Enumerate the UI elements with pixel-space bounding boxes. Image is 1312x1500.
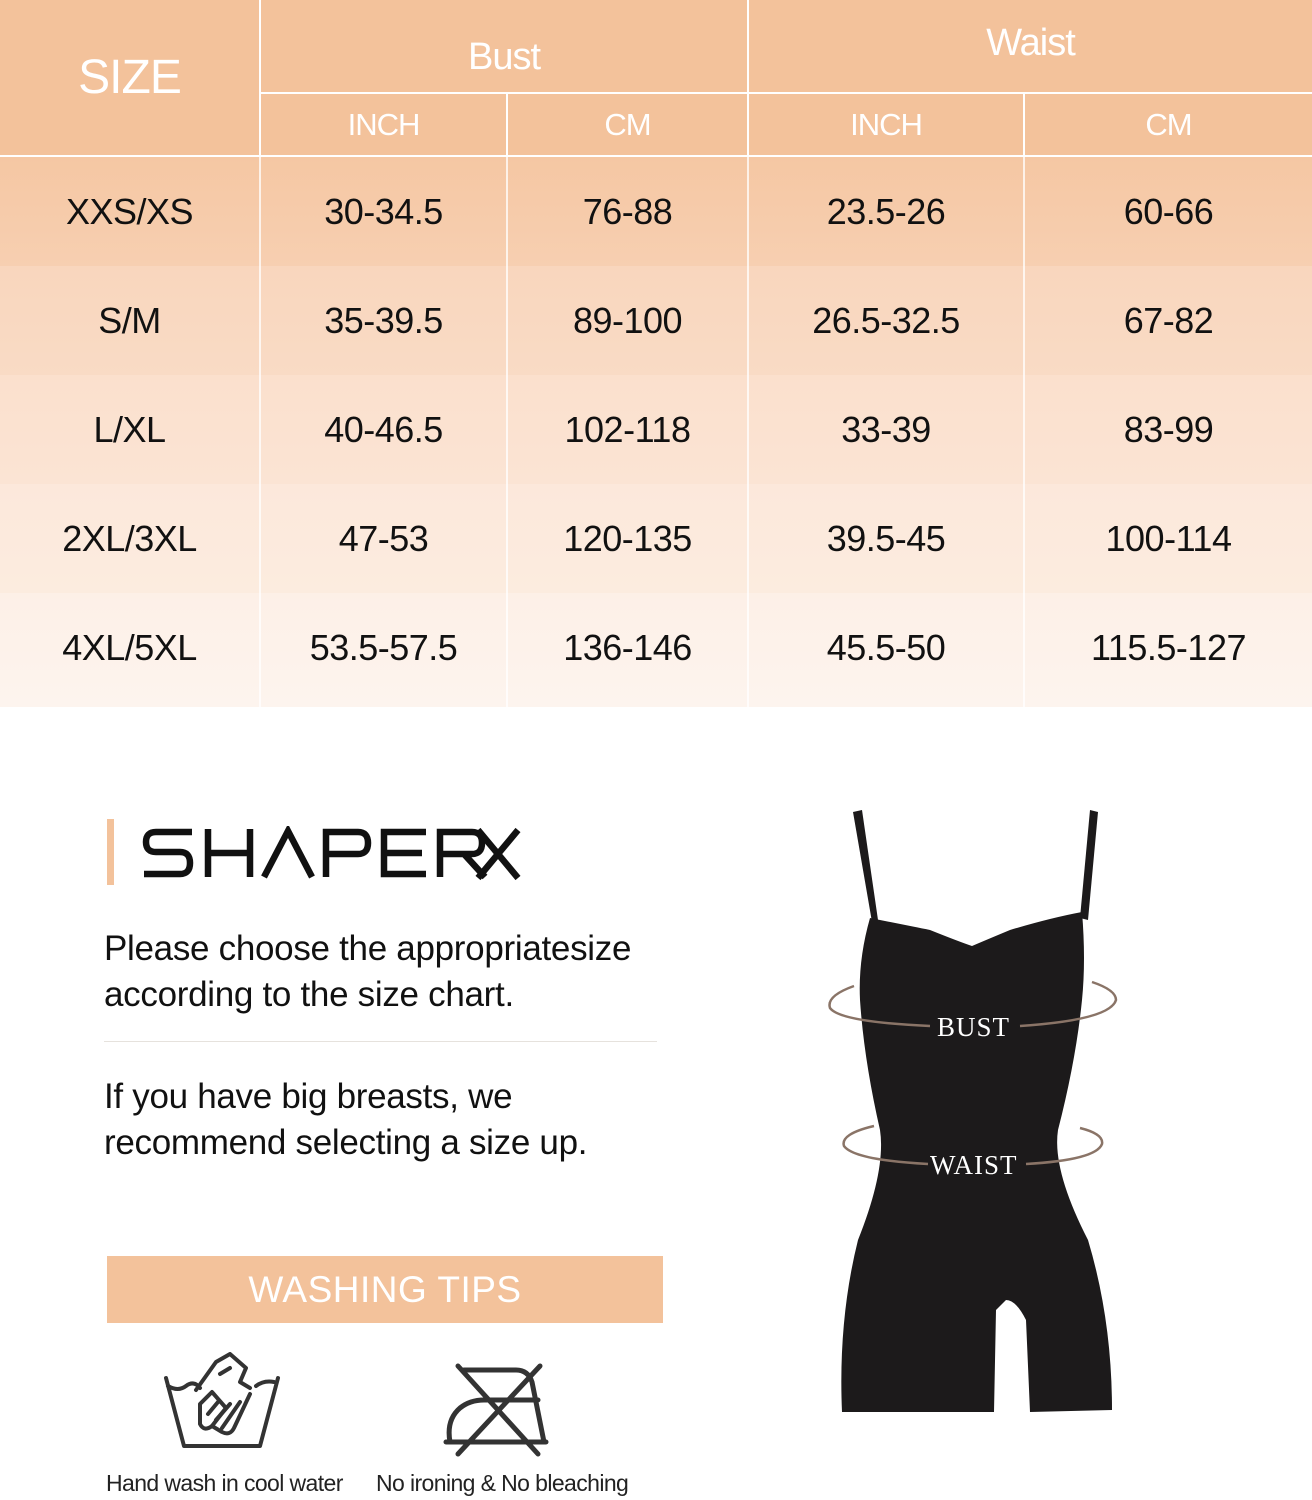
waist-group-header: Waist: [749, 0, 1312, 92]
waist-cm-cell: 100-114: [1105, 517, 1232, 559]
no-iron-icon: [440, 1360, 554, 1458]
row-divider: [261, 92, 1312, 94]
bust-group-header: Bust: [261, 0, 747, 92]
waist-cm-header: CM: [1025, 94, 1312, 155]
waist-inch-cell: 23.5-26: [826, 190, 946, 232]
hand-wash-icon: [160, 1352, 284, 1454]
column-divider: [506, 94, 508, 707]
size-chart-table: [0, 0, 1312, 707]
size-advice-line-2: according to the size chart.: [104, 975, 514, 1014]
bust-inch-cell: 47-53: [338, 517, 429, 559]
bust-inch-cell: 35-39.5: [324, 299, 443, 341]
bust-cm-cell: 76-88: [582, 190, 673, 232]
bust-cm-cell: 136-146: [563, 626, 692, 668]
table-row: [0, 484, 1312, 593]
size-cell: L/XL: [93, 408, 166, 450]
size-cell: S/M: [98, 299, 161, 341]
waist-cm-cell: 60-66: [1123, 190, 1214, 232]
waist-cm-cell: 67-82: [1123, 299, 1214, 341]
table-row: [0, 157, 1312, 266]
bust-measure-label: BUST: [937, 1012, 1011, 1042]
bust-cm-header: CM: [508, 94, 747, 155]
big-bust-tip-line-2: recommend selecting a size up.: [104, 1123, 588, 1162]
hand-wash-caption: Hand wash in cool water: [106, 1470, 343, 1496]
size-cell: 4XL/5XL: [62, 626, 197, 668]
size-cell: 2XL/3XL: [62, 517, 197, 559]
waist-cm-cell: 115.5-127: [1091, 626, 1246, 668]
row-divider: [0, 155, 1312, 157]
no-iron-caption: No ironing & No bleaching: [376, 1470, 629, 1496]
column-divider: [1023, 94, 1025, 707]
waist-inch-cell: 45.5-50: [826, 626, 946, 668]
waist-inch-cell: 33-39: [841, 408, 931, 450]
shaperx-logo: [142, 826, 524, 882]
table-row: [0, 375, 1312, 484]
waist-inch-cell: 39.5-45: [826, 517, 946, 559]
washing-tips-banner: WASHING TIPS: [107, 1256, 663, 1323]
bust-inch-header: INCH: [261, 94, 506, 155]
size-advice-text: [104, 926, 704, 1018]
column-divider: [259, 0, 261, 707]
column-divider: [747, 0, 749, 707]
size-column-header: SIZE: [0, 0, 259, 155]
bust-cm-cell: 89-100: [572, 299, 683, 341]
bust-inch-cell: 30-34.5: [324, 190, 443, 232]
waist-inch-cell: 26.5-32.5: [812, 299, 960, 341]
size-cell: XXS/XS: [65, 190, 194, 232]
waist-inch-header: INCH: [749, 94, 1023, 155]
section-divider: [104, 1041, 657, 1042]
big-bust-tip-text: [104, 1074, 704, 1166]
bust-cm-cell: 120-135: [563, 517, 692, 559]
big-bust-tip-line-1: If you have big breasts, we: [104, 1077, 513, 1116]
table-row: [0, 593, 1312, 707]
size-advice-line-1: Please choose the appropriatesize: [104, 929, 632, 968]
bodysuit-image: [820, 800, 1130, 1450]
bodysuit-illustration: [820, 800, 1130, 1450]
waist-measure-label: WAIST: [930, 1150, 1018, 1180]
bust-inch-cell: 53.5-57.5: [309, 626, 458, 668]
table-row: [0, 266, 1312, 375]
brand-accent-bar: [107, 819, 114, 885]
bust-inch-cell: 40-46.5: [324, 408, 443, 450]
bust-cm-cell: 102-118: [564, 408, 691, 450]
waist-cm-cell: 83-99: [1123, 408, 1214, 450]
